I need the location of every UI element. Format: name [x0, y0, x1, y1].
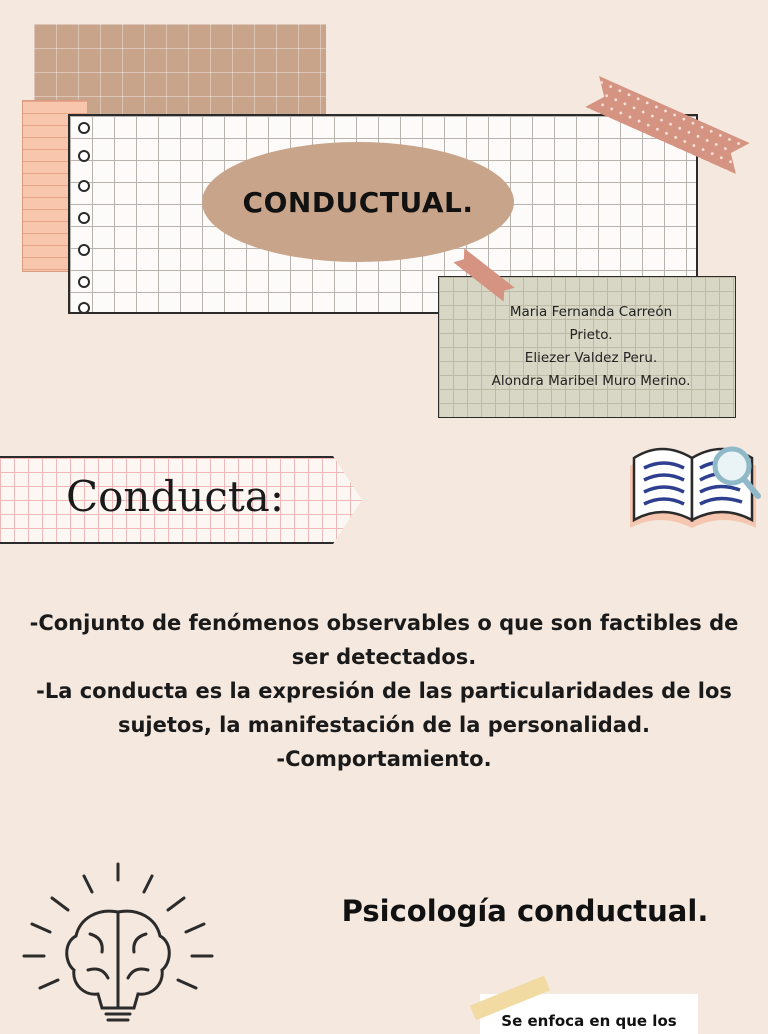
notebook-ring — [78, 302, 90, 314]
open-book-icon — [620, 436, 765, 536]
author-line: Eliezer Valdez Peru. — [524, 350, 658, 366]
body-line: -Conjunto de fenómenos observables o que son factibles de — [29, 611, 739, 635]
body-line: ser detectados. — [291, 645, 477, 669]
notebook-ring — [78, 244, 90, 256]
notebook-ring — [78, 180, 90, 192]
author-line: Prieto. — [569, 327, 613, 343]
body-text — [12, 606, 756, 776]
notebook-ring — [78, 276, 90, 288]
notebook-ring — [78, 122, 90, 134]
title-oval — [202, 142, 514, 262]
brain-lightbulb-icon — [18, 858, 218, 1024]
page-title: CONDUCTUAL. — [242, 185, 474, 219]
notebook-ring — [78, 212, 90, 224]
body-line: -Comportamiento. — [276, 747, 492, 771]
bottom-note-text: Se enfoca en que los — [501, 1012, 677, 1030]
body-line: sujetos, la manifestación de la personalidad. — [117, 713, 650, 737]
notebook-ring — [78, 150, 90, 162]
body-line: -La conducta es la expresión de las particularidades de los — [36, 679, 732, 703]
authors-card — [438, 276, 736, 418]
author-line: Maria Fernanda Carreón — [509, 304, 673, 320]
section-heading: Conducta: — [66, 472, 284, 521]
subheading: Psicología conductual. — [341, 894, 709, 928]
author-line: Alondra Maribel Muro Merino. — [491, 373, 691, 389]
